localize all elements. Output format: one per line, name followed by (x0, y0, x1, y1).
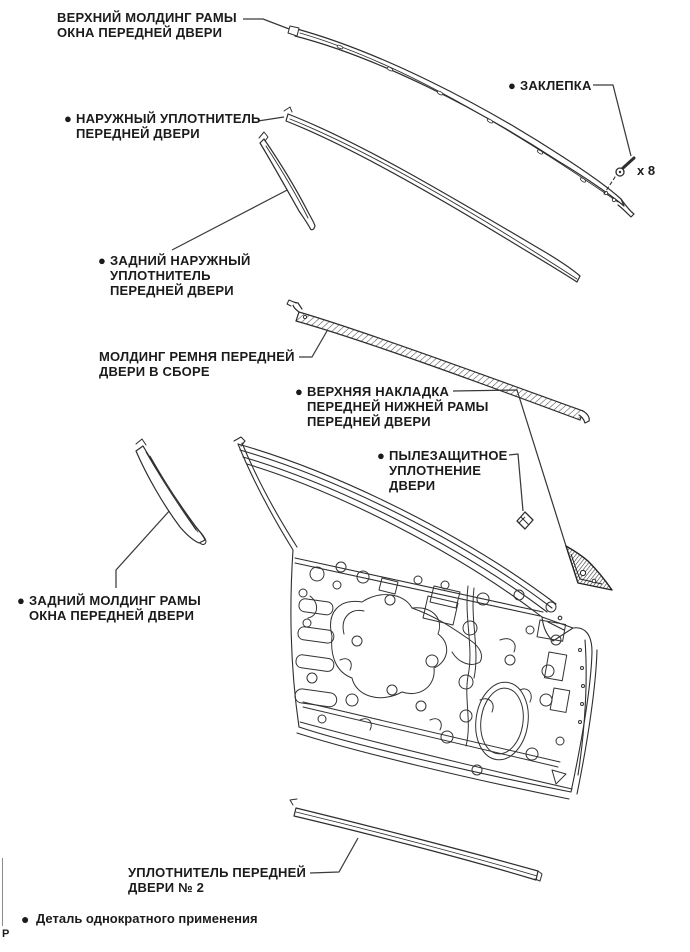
label-outer-weatherstrip: ● НАРУЖНЫЙ УПЛОТНИТЕЛЬ ПЕРЕДНЕЙ ДВЕРИ (64, 111, 261, 141)
label-rear-outer-weatherstrip: ● ЗАДНИЙ НАРУЖНЫЙ УПЛОТНИТЕЛЬ ПЕРЕДНЕЙ ДВЕРИ (98, 253, 251, 298)
weatherstrip-no2-part (290, 799, 542, 881)
page-marker: P (2, 928, 10, 940)
label-top-molding: ВЕРХНИЙ МОЛДИНГ РАМЫ ОКНА ПЕРЕДНЕЙ ДВЕРИ (57, 10, 237, 40)
label-upper-cover: ● ВЕРХНЯЯ НАКЛАДКА ПЕРЕДНЕЙ НИЖНЕЙ РАМЫ ПЕРЕДНЕЙ ДВЕРИ (295, 384, 489, 429)
label-dust-seal: ● ПЫЛЕЗАЩИТНОЕ УПЛОТНЕНИЕ ДВЕРИ (377, 448, 508, 493)
non-reusable-bullet: ● (21, 911, 30, 927)
dust-seal-part (517, 512, 533, 529)
non-reusable-bullet: ● (295, 384, 304, 399)
door-inner-panel (294, 562, 584, 789)
non-reusable-bullet: ● (98, 253, 107, 268)
leader-lines (116, 19, 631, 873)
label-rivet: ● ЗАКЛЕПКА (508, 78, 592, 93)
outer-weatherstrip-part (284, 107, 580, 282)
label-weatherstrip-no2: УПЛОТНИТЕЛЬ ПЕРЕДНЕЙ ДВЕРИ № 2 (128, 865, 307, 895)
legend-non-reusable: ● Деталь однократного применения (21, 911, 258, 927)
non-reusable-bullet: ● (377, 448, 386, 463)
rivet-count: x 8 (637, 163, 656, 178)
rear-frame-molding-part (136, 439, 206, 544)
non-reusable-bullet: ● (508, 78, 517, 93)
rear-outer-weatherstrip-part (259, 132, 315, 230)
label-rear-frame-molding: ● ЗАДНИЙ МОЛДИНГ РАМЫ ОКНА ПЕРЕДНЕЙ ДВЕРИ (17, 593, 201, 623)
non-reusable-bullet: ● (17, 593, 26, 608)
non-reusable-bullet: ● (64, 111, 73, 126)
upper-cover-part (566, 546, 612, 590)
label-belt-molding: МОЛДИНГ РЕМНЯ ПЕРЕДНЕЙ ДВЕРИ В СБОРЕ (99, 349, 295, 379)
top-molding-part (288, 26, 634, 217)
